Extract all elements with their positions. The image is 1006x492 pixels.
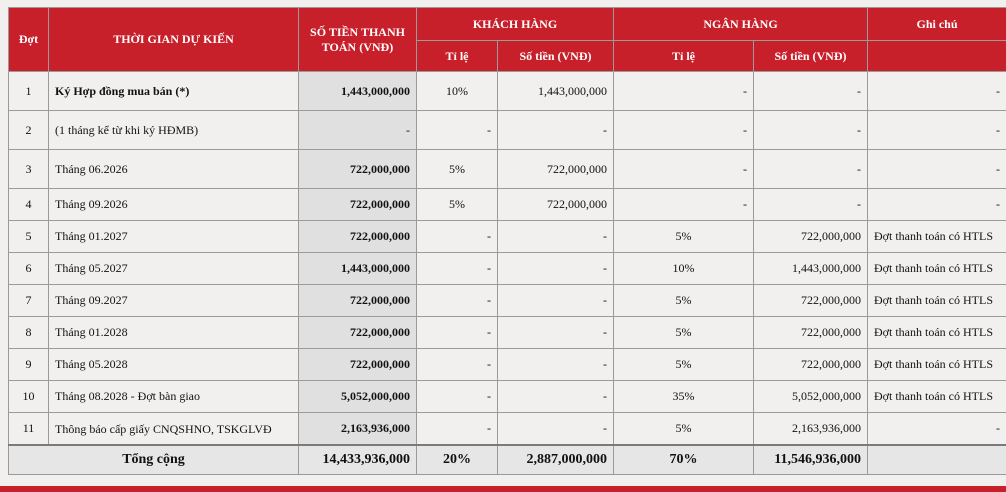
- cell-time: Ký Hợp đồng mua bán (*): [49, 72, 299, 111]
- header-customer-ratio: Tỉ lệ: [417, 41, 498, 72]
- header-dot: Đợt: [9, 8, 49, 72]
- cell-amount: -: [299, 111, 417, 150]
- cell-time: (1 tháng kể từ khi ký HĐMB): [49, 111, 299, 150]
- cell-time: Tháng 05.2028: [49, 349, 299, 381]
- cell-kh-ratio: -: [417, 349, 498, 381]
- table-row: [9, 253, 1006, 285]
- cell-kh-ratio: -: [417, 317, 498, 349]
- cell-kh-amount: 722,000,000: [498, 150, 614, 189]
- cell-nh-ratio: 35%: [614, 381, 754, 413]
- cell-nh-ratio: 5%: [614, 317, 754, 349]
- cell-nh-amount: 722,000,000: [754, 285, 868, 317]
- cell-dot: 4: [9, 189, 49, 221]
- cell-time: Thông báo cấp giấy CNQSHNO, TSKGLVĐ: [49, 413, 299, 446]
- total-nh-ratio: 70%: [614, 445, 754, 475]
- table-row: [9, 72, 1006, 111]
- cell-kh-amount: -: [498, 285, 614, 317]
- header-bank: NGÂN HÀNG: [614, 8, 868, 41]
- cell-nh-amount: 5,052,000,000: [754, 381, 868, 413]
- cell-note: -: [868, 72, 1006, 111]
- cell-nh-amount: 1,443,000,000: [754, 253, 868, 285]
- table-row: [9, 150, 1006, 189]
- cell-kh-amount: -: [498, 349, 614, 381]
- cell-time: Tháng 08.2028 - Đợt bàn giao: [49, 381, 299, 413]
- cell-kh-amount: -: [498, 221, 614, 253]
- cell-nh-ratio: -: [614, 72, 754, 111]
- cell-note: Đợt thanh toán có HTLS: [868, 349, 1006, 381]
- table-row: [9, 221, 1006, 253]
- cell-amount: 722,000,000: [299, 189, 417, 221]
- cell-kh-amount: -: [498, 111, 614, 150]
- cell-kh-ratio: -: [417, 253, 498, 285]
- header-time: THỜI GIAN DỰ KIẾN: [49, 8, 299, 72]
- cell-nh-ratio: -: [614, 189, 754, 221]
- cell-nh-amount: 722,000,000: [754, 317, 868, 349]
- cell-note: -: [868, 413, 1006, 446]
- cell-dot: 1: [9, 72, 49, 111]
- cell-nh-ratio: 5%: [614, 285, 754, 317]
- cell-kh-ratio: 5%: [417, 189, 498, 221]
- total-kh-ratio: 20%: [417, 445, 498, 475]
- header-customer: KHÁCH HÀNG: [417, 8, 614, 41]
- cell-kh-amount: -: [498, 317, 614, 349]
- total-kh-amount: 2,887,000,000: [498, 445, 614, 475]
- header-bank-money: Số tiền (VNĐ): [754, 41, 868, 72]
- total-amount: 14,433,936,000: [299, 445, 417, 475]
- header-bank-ratio: Tỉ lệ: [614, 41, 754, 72]
- cell-dot: 3: [9, 150, 49, 189]
- header-amount: SỐ TIỀN THANH TOÁN (VNĐ): [299, 8, 417, 72]
- cell-time: Tháng 01.2028: [49, 317, 299, 349]
- cell-dot: 11: [9, 413, 49, 446]
- cell-nh-amount: -: [754, 72, 868, 111]
- total-label: Tổng cộng: [9, 445, 299, 475]
- cell-note: Đợt thanh toán có HTLS: [868, 285, 1006, 317]
- cell-note: Đợt thanh toán có HTLS: [868, 221, 1006, 253]
- cell-nh-ratio: 5%: [614, 349, 754, 381]
- cell-nh-ratio: 10%: [614, 253, 754, 285]
- cell-note: -: [868, 189, 1006, 221]
- cell-amount: 2,163,936,000: [299, 413, 417, 446]
- cell-nh-amount: 2,163,936,000: [754, 413, 868, 446]
- table-row: [9, 413, 1006, 446]
- header-note-blank: [868, 41, 1006, 72]
- cell-time: Tháng 09.2026: [49, 189, 299, 221]
- cell-kh-amount: -: [498, 413, 614, 446]
- cell-kh-amount: 722,000,000: [498, 189, 614, 221]
- total-note: [868, 445, 1006, 475]
- cell-nh-ratio: 5%: [614, 413, 754, 446]
- cell-nh-ratio: 5%: [614, 221, 754, 253]
- cell-kh-amount: -: [498, 381, 614, 413]
- cell-nh-amount: 722,000,000: [754, 349, 868, 381]
- cell-time: Tháng 01.2027: [49, 221, 299, 253]
- cell-time: Tháng 05.2027: [49, 253, 299, 285]
- table-row: [9, 111, 1006, 150]
- cell-nh-ratio: -: [614, 150, 754, 189]
- cell-kh-amount: 1,443,000,000: [498, 72, 614, 111]
- cell-time: Tháng 09.2027: [49, 285, 299, 317]
- cell-amount: 722,000,000: [299, 221, 417, 253]
- cell-amount: 722,000,000: [299, 285, 417, 317]
- cell-kh-ratio: 5%: [417, 150, 498, 189]
- cell-dot: 7: [9, 285, 49, 317]
- cell-nh-amount: -: [754, 111, 868, 150]
- cell-nh-amount: -: [754, 189, 868, 221]
- cell-dot: 8: [9, 317, 49, 349]
- header-note: Ghi chú: [868, 8, 1006, 41]
- cell-amount: 722,000,000: [299, 150, 417, 189]
- cell-nh-amount: -: [754, 150, 868, 189]
- total-row: [9, 445, 1006, 475]
- cell-kh-ratio: -: [417, 381, 498, 413]
- table-row: [9, 189, 1006, 221]
- cell-kh-ratio: 10%: [417, 72, 498, 111]
- cell-dot: 9: [9, 349, 49, 381]
- table-row: [9, 381, 1006, 413]
- cell-amount: 722,000,000: [299, 349, 417, 381]
- cell-dot: 6: [9, 253, 49, 285]
- cell-time: Tháng 06.2026: [49, 150, 299, 189]
- cell-note: Đợt thanh toán có HTLS: [868, 381, 1006, 413]
- cell-dot: 10: [9, 381, 49, 413]
- cell-nh-ratio: -: [614, 111, 754, 150]
- table-row: [9, 317, 1006, 349]
- cell-amount: 1,443,000,000: [299, 253, 417, 285]
- cell-note: Đợt thanh toán có HTLS: [868, 253, 1006, 285]
- header-customer-money: Số tiền (VNĐ): [498, 41, 614, 72]
- cell-nh-amount: 722,000,000: [754, 221, 868, 253]
- total-nh-amount: 11,546,936,000: [754, 445, 868, 475]
- cell-dot: 2: [9, 111, 49, 150]
- payment-schedule-table: [8, 7, 1006, 475]
- cell-kh-amount: -: [498, 253, 614, 285]
- cell-amount: 5,052,000,000: [299, 381, 417, 413]
- table-row: [9, 349, 1006, 381]
- table-row: [9, 285, 1006, 317]
- cell-kh-ratio: -: [417, 285, 498, 317]
- cell-amount: 722,000,000: [299, 317, 417, 349]
- cell-dot: 5: [9, 221, 49, 253]
- cell-note: Đợt thanh toán có HTLS: [868, 317, 1006, 349]
- cell-kh-ratio: -: [417, 413, 498, 446]
- bottom-bar: [0, 486, 1006, 492]
- cell-note: -: [868, 111, 1006, 150]
- cell-kh-ratio: -: [417, 111, 498, 150]
- cell-amount: 1,443,000,000: [299, 72, 417, 111]
- cell-kh-ratio: -: [417, 221, 498, 253]
- cell-note: -: [868, 150, 1006, 189]
